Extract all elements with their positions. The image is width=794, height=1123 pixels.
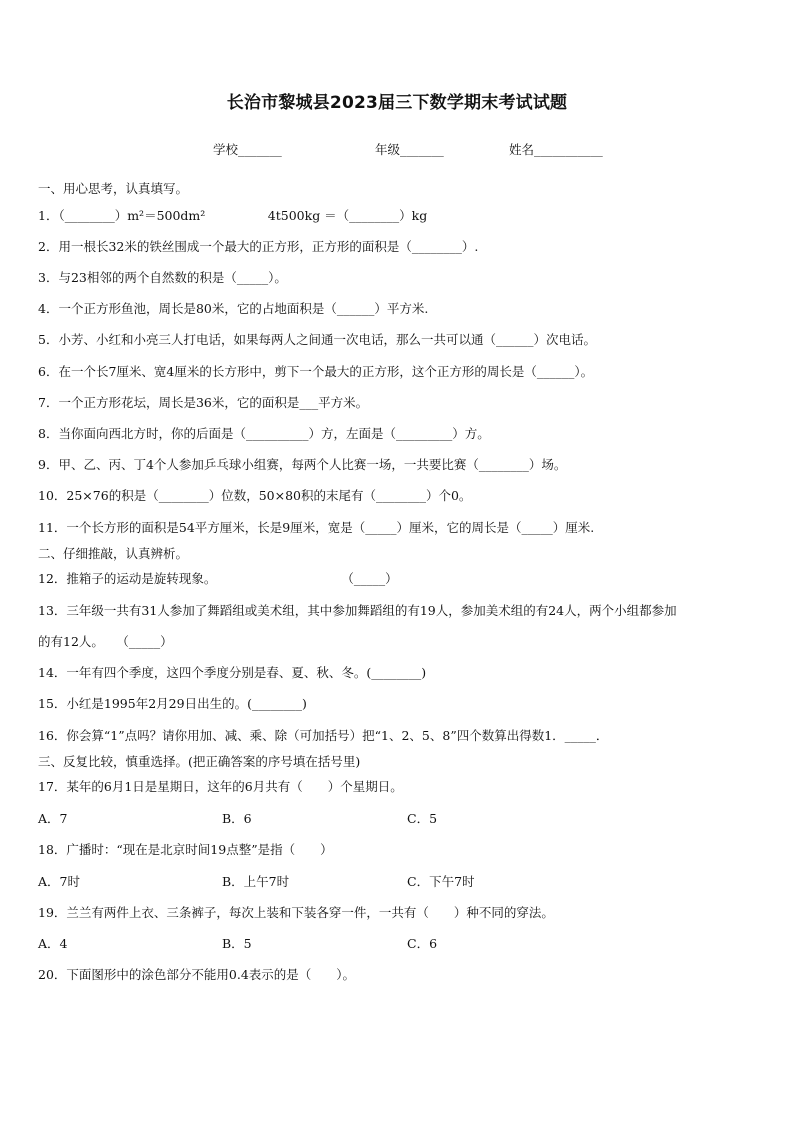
section-2-heading: 二、仔细推敲，认真辨析。: [38, 546, 189, 561]
grade-label: 年级: [375, 142, 401, 157]
q18-option-c: C．下午7时: [407, 874, 475, 889]
grade-blank: _______: [400, 142, 444, 157]
question-20: 20．下面图形中的涂色部分不能用0.4表示的是（ ）。: [38, 967, 356, 982]
question-4: 4．一个正方形鱼池，周长是80米，它的占地面积是（______）平方米.: [38, 301, 429, 316]
question-19: 19．兰兰有两件上衣、三条裤子，每次上装和下装各穿一件，一共有（ ）种不同的穿法。: [38, 905, 554, 920]
q18-option-a: A．7时: [38, 874, 80, 889]
school-blank: _______: [238, 142, 282, 157]
question-2: 2．用一根长32米的铁丝围成一个最大的正方形，正方形的面积是（________）.: [38, 239, 479, 254]
section-1-heading: 一、用心思考，认真填写。: [38, 181, 189, 196]
q19-option-a: A．4: [38, 936, 68, 951]
q19-option-b: B．5: [222, 936, 252, 951]
q17-option-a: A．7: [38, 811, 68, 826]
question-7: 7．一个正方形花坛，周长是36米，它的面积是___平方米。: [38, 395, 369, 410]
question-15: 15．小红是1995年2月29日出生的。(________): [38, 696, 307, 711]
question-13-continued: 的有12人。 （_____）: [38, 634, 173, 649]
question-3: 3．与23相邻的两个自然数的积是（_____）。: [38, 270, 287, 285]
question-8: 8．当你面向西北方时，你的后面是（__________）方，左面是（_________）方。: [38, 426, 490, 441]
grade-field: [375, 140, 444, 158]
q19-option-c: C．6: [407, 936, 438, 951]
page-title: 长治市黎城县2023届三下数学期末考试试题: [226, 93, 568, 113]
question-11: 11．一个长方形的面积是54平方厘米，长是9厘米，宽是（_____）厘米，它的周长是（_____）厘米.: [38, 520, 595, 535]
question-17: 17．某年的6月1日是星期日，这年的6月共有（ ）个星期日。: [38, 779, 403, 794]
name-field: [509, 140, 603, 158]
q17-option-c: C．5: [407, 811, 438, 826]
q17-option-b: B．6: [222, 811, 252, 826]
question-12: 12．推箱子的运动是旋转现象。 （_____）: [38, 571, 398, 586]
question-9: 9．甲、乙、丙、丁4个人参加乒乓球小组赛，每两个人比赛一场，一共要比赛（________）场。: [38, 457, 567, 472]
section-3-heading: 三、反复比较，慎重选择。(把正确答案的序号填在括号里): [38, 754, 361, 769]
question-6: 6．在一个长7厘米、宽4厘米的长方形中，剪下一个最大的正方形，这个正方形的周长是（______）。: [38, 364, 594, 379]
question-10: 10．25×76的积是（________）位数，50×80积的末尾有（________）个0。: [38, 488, 472, 503]
q18-option-b: B．上午7时: [222, 874, 290, 889]
school-field: [213, 140, 282, 158]
question-14: 14．一年有四个季度，这四个季度分别是春、夏、秋、冬。(________): [38, 665, 427, 680]
question-13: 13．三年级一共有31人参加了舞蹈组或美术组，其中参加舞蹈组的有19人，参加美术组的有24人，两个小组都参加: [38, 603, 677, 618]
question-1: 1．（________）m²＝500dm² 4t500kg ＝（________）kg: [38, 208, 428, 223]
question-18: 18．广播时：“现在是北京时间19点整”是指（ ）: [38, 842, 333, 857]
question-16: 16．你会算“1”点吗？请你用加、减、乘、除（可加括号）把“1、2、5、8”四个数算出得数1．_____．: [38, 728, 609, 743]
question-5: 5．小芳、小红和小亮三人打电话，如果每两人之间通一次电话，那么一共可以通（______）次电话。: [38, 332, 596, 347]
school-label: 学校: [213, 142, 239, 157]
name-blank: ___________: [534, 142, 603, 157]
name-label: 姓名: [509, 142, 535, 157]
